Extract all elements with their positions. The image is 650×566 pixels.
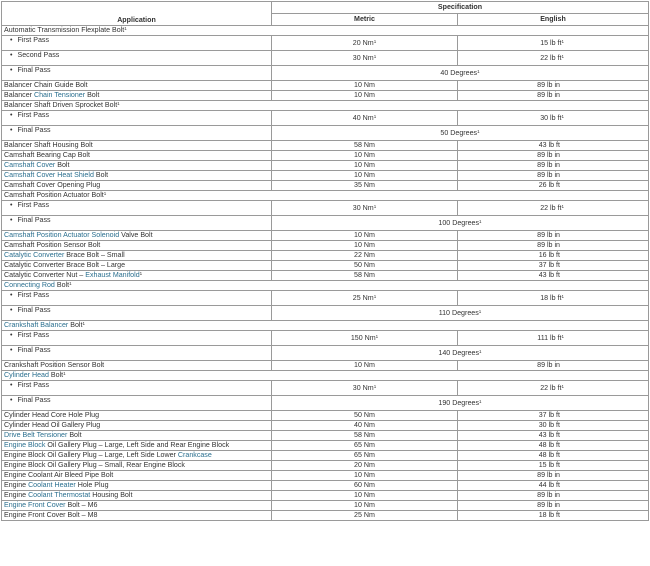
label-text: Engine Block Oil Gallery Plug – Large, Left Side Lower: [4, 451, 178, 459]
table-row: [2, 171, 649, 181]
english-cell: 43 lb ft: [458, 141, 649, 151]
pass-label-cell: [2, 396, 272, 411]
label-text: Engine Front Cover Bolt – M8: [4, 511, 98, 519]
metric-value: 30 Nm: [352, 53, 374, 62]
metric-cell: 20 Nm: [272, 461, 458, 471]
application-cell: [2, 281, 649, 291]
label-text: Engine: [4, 491, 29, 499]
english-cell: 89 lb in: [458, 471, 649, 481]
pass-label-cell: [2, 381, 272, 396]
application-cell: [2, 231, 272, 241]
metric-cell: 10 Nm: [272, 91, 458, 101]
application-cell: [2, 491, 272, 501]
table-row: [2, 181, 649, 191]
table-row-pass: [2, 396, 649, 411]
pass-label-cell: [2, 201, 272, 216]
metric-cell: [272, 291, 458, 306]
pass-label-cell: [2, 331, 272, 346]
metric-cell: 50 Nm: [272, 261, 458, 271]
table-row: [2, 441, 649, 451]
header-english: English: [458, 14, 649, 26]
pass-label: • First Pass: [4, 291, 49, 299]
table-row: [2, 231, 649, 241]
label-text: Housing Bolt: [90, 491, 133, 499]
angle-value-cell: [272, 346, 649, 361]
component-link[interactable]: Exhaust Manifold: [85, 271, 140, 279]
metric-cell: [272, 331, 458, 346]
label-text: Bolt: [68, 321, 83, 329]
footnote-marker: 1: [139, 271, 143, 276]
pass-label-cell: [2, 66, 272, 81]
footnote-marker: 1: [479, 348, 482, 354]
footnote-marker: 1: [561, 333, 564, 339]
component-link[interactable]: Chain Tensioner: [33, 91, 86, 99]
table-row-pass: [2, 201, 649, 216]
header-row-1: [2, 2, 649, 14]
footnote-marker: 1: [117, 101, 120, 106]
label-text: Camshaft Bearing Cap Bolt: [4, 151, 90, 159]
application-cell: [2, 471, 272, 481]
application-cell: [2, 26, 649, 36]
application-cell: [2, 181, 272, 191]
metric-cell: [272, 36, 458, 51]
table-row-group: [2, 321, 649, 331]
application-cell: [2, 161, 272, 171]
english-cell: 89 lb in: [458, 91, 649, 101]
label-text: Oil Gallery Plug – Large, Left Side and Rear Engine Block: [45, 441, 230, 449]
table-row: [2, 241, 649, 251]
application-cell: [2, 91, 272, 101]
metric-value: 40 Nm: [352, 113, 374, 122]
pass-label: • First Pass: [4, 201, 49, 209]
table-row: [2, 91, 649, 101]
english-cell: [458, 36, 649, 51]
table-row-pass: [2, 111, 649, 126]
table-row-pass: [2, 346, 649, 361]
application-cell: [2, 241, 272, 251]
footnote-marker: 1: [103, 191, 107, 196]
table-row-pass: [2, 36, 649, 51]
label-text: Bolt: [54, 281, 70, 289]
table-row: [2, 411, 649, 421]
angle-value: 140 Degrees: [438, 348, 480, 357]
application-cell: [2, 321, 649, 331]
label-text: Automatic Transmission Flexplate Bolt: [4, 26, 125, 34]
pass-label-cell: [2, 216, 272, 231]
footnote-marker: 1: [373, 113, 377, 119]
label-text: Balancer Shaft Housing Bolt: [4, 141, 93, 149]
table-row-pass: [2, 216, 649, 231]
component-link[interactable]: Catalytic Converter: [4, 251, 65, 259]
label-text: Valve Bolt: [119, 231, 153, 239]
table-row: [2, 141, 649, 151]
angle-value: 190 Degrees: [438, 398, 480, 407]
english-cell: 89 lb in: [458, 361, 649, 371]
english-cell: 48 lb ft: [458, 441, 649, 451]
footnote-marker: 1: [124, 26, 127, 31]
pass-label-cell: [2, 346, 272, 361]
application-cell: [2, 431, 272, 441]
table-row: [2, 151, 649, 161]
label-text: Balancer: [4, 91, 34, 99]
header-specification: Specification: [272, 2, 649, 14]
table-body: [2, 26, 649, 521]
table-row-pass: [2, 331, 649, 346]
footnote-marker: 1: [375, 333, 379, 339]
english-cell: [458, 291, 649, 306]
table-row: [2, 431, 649, 441]
metric-cell: [272, 381, 458, 396]
table-row: [2, 161, 649, 171]
label-text: Cylinder Head Core Hole Plug: [4, 411, 100, 419]
metric-cell: 10 Nm: [272, 241, 458, 251]
label-text: Crankshaft Position Sensor Bolt: [4, 361, 105, 369]
pass-label-cell: [2, 111, 272, 126]
pass-label-cell: [2, 51, 272, 66]
application-cell: [2, 271, 272, 281]
english-cell: 89 lb in: [458, 501, 649, 511]
table-row: [2, 491, 649, 501]
application-cell: [2, 441, 272, 451]
table-row-group: [2, 101, 649, 111]
footnote-marker: 1: [373, 38, 377, 44]
english-value: 30 lb ft: [540, 113, 562, 122]
english-cell: 89 lb in: [458, 231, 649, 241]
table-row: [2, 81, 649, 91]
application-cell: [2, 191, 649, 201]
header-application: Application: [2, 2, 272, 26]
english-cell: 44 lb ft: [458, 481, 649, 491]
label-text: Engine Coolant Air Bleed Pipe Bolt: [4, 471, 114, 479]
table-row: [2, 271, 649, 281]
table-row: [2, 511, 649, 521]
application-cell: [2, 151, 272, 161]
application-cell: [2, 371, 649, 381]
english-cell: 30 lb ft: [458, 421, 649, 431]
metric-cell: 60 Nm: [272, 481, 458, 491]
application-cell: [2, 81, 272, 91]
footnote-marker: 1: [477, 68, 480, 74]
english-cell: [458, 201, 649, 216]
pass-label: • First Pass: [4, 381, 49, 389]
metric-cell: 10 Nm: [272, 471, 458, 481]
label-text: Engine: [4, 481, 29, 489]
application-cell: [2, 501, 272, 511]
footnote-marker: 1: [479, 218, 482, 224]
angle-value: 50 Degrees: [440, 128, 478, 137]
english-cell: 43 lb ft: [458, 431, 649, 441]
footnote-marker: 1: [373, 203, 377, 209]
table-row-pass: [2, 126, 649, 141]
table-row-pass: [2, 51, 649, 66]
pass-label: • Final Pass: [4, 306, 51, 314]
english-cell: 37 lb ft: [458, 261, 649, 271]
label-text: Bolt: [48, 371, 64, 379]
angle-value-cell: [272, 306, 649, 321]
label-text: Engine Block Oil Gallery Plug – Small, Rear Engine Block: [4, 461, 185, 469]
footnote-marker: 1: [477, 128, 480, 134]
label-text: Brace Bolt – Small: [64, 251, 125, 259]
footnote-marker: 1: [561, 113, 564, 119]
angle-value: 100 Degrees: [438, 218, 480, 227]
label-text: Bolt: [85, 91, 100, 99]
component-link[interactable]: Connecting Rod: [4, 281, 55, 289]
application-cell: [2, 511, 272, 521]
english-cell: 18 lb ft: [458, 511, 649, 521]
english-cell: 16 lb ft: [458, 251, 649, 261]
metric-cell: 10 Nm: [272, 361, 458, 371]
english-value: 22 lb ft: [540, 383, 562, 392]
footnote-marker: 1: [373, 293, 377, 299]
pass-label: • Final Pass: [4, 66, 51, 74]
table-row: [2, 501, 649, 511]
table-row: [2, 471, 649, 481]
component-link[interactable]: Cylinder Head: [4, 371, 49, 379]
pass-label: • Final Pass: [4, 396, 51, 404]
table-row-pass: [2, 66, 649, 81]
english-cell: 89 lb in: [458, 151, 649, 161]
angle-value-cell: [272, 216, 649, 231]
component-link[interactable]: Camshaft Position Actuator Solenoid: [4, 231, 120, 239]
label-text: Hole Plug: [75, 481, 109, 489]
metric-cell: 22 Nm: [272, 251, 458, 261]
table-row-pass: [2, 306, 649, 321]
label-text: Cylinder Head Oil Gallery Plug: [4, 421, 101, 429]
footnote-marker: 1: [63, 371, 66, 376]
pass-label-cell: [2, 126, 272, 141]
angle-value-cell: [272, 126, 649, 141]
angle-value: 110 Degrees: [438, 308, 479, 317]
table-row: [2, 421, 649, 431]
table-row-group: [2, 281, 649, 291]
footnote-marker: 1: [479, 398, 482, 404]
application-cell: [2, 361, 272, 371]
footnote-marker: 1: [373, 53, 377, 59]
english-cell: 89 lb in: [458, 161, 649, 171]
component-link[interactable]: Crankshaft Balancer: [4, 321, 69, 329]
table-row-group: [2, 26, 649, 36]
metric-cell: 65 Nm: [272, 451, 458, 461]
component-link[interactable]: Drive Belt Tensioner: [4, 431, 68, 439]
footnote-marker: 1: [373, 383, 377, 389]
label-text: Catalytic Converter Brace Bolt – Large: [4, 261, 126, 269]
footnote-marker: 1: [561, 293, 564, 299]
label-text: Camshaft Position Sensor Bolt: [4, 241, 101, 249]
metric-cell: 10 Nm: [272, 491, 458, 501]
english-cell: 89 lb in: [458, 81, 649, 91]
table-row-pass: [2, 381, 649, 396]
english-cell: [458, 331, 649, 346]
application-cell: [2, 461, 272, 471]
table-row-group: [2, 371, 649, 381]
label-text: Bolt: [67, 431, 82, 439]
english-cell: 26 lb ft: [458, 181, 649, 191]
header-metric: Metric: [272, 14, 458, 26]
label-text: Bolt: [93, 171, 109, 179]
table-row: [2, 251, 649, 261]
application-cell: [2, 481, 272, 491]
component-link[interactable]: Crankcase: [177, 451, 212, 459]
table-row: [2, 361, 649, 371]
pass-label: • First Pass: [4, 36, 49, 44]
metric-cell: 10 Nm: [272, 231, 458, 241]
table-row: [2, 481, 649, 491]
metric-cell: [272, 111, 458, 126]
english-value: 15 lb ft: [540, 38, 562, 47]
metric-value: 20 Nm: [352, 38, 374, 47]
label-text: Balancer Shaft Driven Sprocket Bolt: [4, 101, 118, 109]
english-value: 111 lb ft: [537, 333, 562, 342]
footnote-marker: 1: [478, 308, 482, 314]
application-cell: [2, 171, 272, 181]
english-cell: 15 lb ft: [458, 461, 649, 471]
metric-cell: 40 Nm: [272, 421, 458, 431]
pass-label: • First Pass: [4, 331, 49, 339]
table-row-group: [2, 191, 649, 201]
application-cell: [2, 421, 272, 431]
english-value: 22 lb ft: [540, 203, 562, 212]
label-text: Balancer Chain Guide Bolt: [4, 81, 88, 89]
table-row-pass: [2, 291, 649, 306]
english-cell: 89 lb in: [458, 171, 649, 181]
component-link[interactable]: Camshaft Cover Heat Shield: [4, 171, 94, 179]
pass-label-cell: [2, 306, 272, 321]
metric-value: 30 Nm: [352, 203, 374, 212]
metric-cell: 35 Nm: [272, 181, 458, 191]
metric-cell: [272, 201, 458, 216]
metric-cell: 58 Nm: [272, 141, 458, 151]
metric-value: 25 Nm: [352, 293, 374, 302]
table-row: [2, 261, 649, 271]
metric-cell: 10 Nm: [272, 81, 458, 91]
torque-spec-table: [1, 1, 649, 521]
english-cell: 89 lb in: [458, 491, 649, 501]
footnote-marker: 1: [561, 38, 564, 44]
pass-label: • Final Pass: [4, 216, 51, 224]
footnote-marker: 1: [561, 53, 564, 59]
footnote-marker: 1: [82, 321, 85, 326]
label-text: Bolt: [55, 161, 70, 169]
english-value: 18 lb ft: [540, 293, 562, 302]
label-text: Catalytic Converter Nut –: [4, 271, 86, 279]
application-cell: [2, 101, 649, 111]
component-link[interactable]: Engine Front Cover: [4, 501, 66, 509]
english-cell: [458, 381, 649, 396]
application-cell: [2, 261, 272, 271]
label-text: Camshaft Cover Opening Plug: [4, 181, 101, 189]
component-link[interactable]: Coolant Heater: [28, 481, 76, 489]
application-cell: [2, 141, 272, 151]
application-cell: [2, 411, 272, 421]
angle-value-cell: [272, 66, 649, 81]
application-cell: [2, 451, 272, 461]
metric-cell: 10 Nm: [272, 171, 458, 181]
metric-value: 30 Nm: [352, 383, 374, 392]
pass-label-cell: [2, 291, 272, 306]
metric-cell: 10 Nm: [272, 151, 458, 161]
footnote-marker: 1: [561, 383, 564, 389]
component-link[interactable]: Coolant Thermostat: [28, 491, 91, 499]
english-cell: 43 lb ft: [458, 271, 649, 281]
pass-label: • Final Pass: [4, 126, 51, 134]
english-cell: 48 lb ft: [458, 451, 649, 461]
metric-cell: 10 Nm: [272, 501, 458, 511]
label-text: Camshaft Position Actuator Bolt: [4, 191, 104, 199]
english-cell: 37 lb ft: [458, 411, 649, 421]
component-link[interactable]: Camshaft Cover: [4, 161, 56, 169]
footnote-marker: 1: [69, 281, 72, 286]
metric-value: 150 Nm: [350, 333, 376, 342]
table-row: [2, 451, 649, 461]
metric-cell: 25 Nm: [272, 511, 458, 521]
application-cell: [2, 251, 272, 261]
pass-label: • Second Pass: [4, 51, 59, 59]
pass-label: • Final Pass: [4, 346, 51, 354]
angle-value-cell: [272, 396, 649, 411]
metric-cell: 10 Nm: [272, 161, 458, 171]
pass-label: • First Pass: [4, 111, 49, 119]
metric-cell: 65 Nm: [272, 441, 458, 451]
metric-cell: 58 Nm: [272, 431, 458, 441]
metric-cell: [272, 51, 458, 66]
label-text: Bolt – M6: [65, 501, 98, 509]
english-cell: [458, 51, 649, 66]
table-row: [2, 461, 649, 471]
pass-label-cell: [2, 36, 272, 51]
angle-value: 40 Degrees: [440, 68, 478, 77]
metric-cell: 58 Nm: [272, 271, 458, 281]
english-cell: 89 lb in: [458, 241, 649, 251]
english-cell: [458, 111, 649, 126]
component-link[interactable]: Engine Block: [4, 441, 46, 449]
metric-cell: 50 Nm: [272, 411, 458, 421]
footnote-marker: 1: [561, 203, 564, 209]
english-value: 22 lb ft: [540, 53, 562, 62]
